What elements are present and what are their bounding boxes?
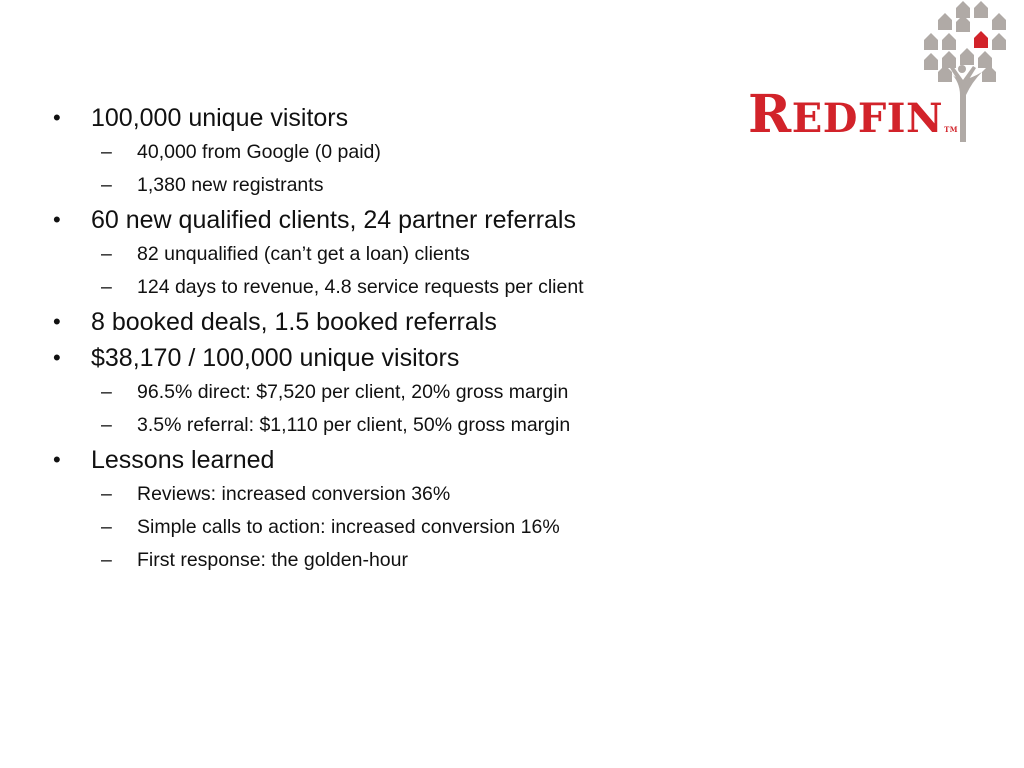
bullet-item [53,100,584,136]
sub-bullet-item [91,238,584,271]
bullet-list [53,100,584,577]
bullet-item [53,304,584,340]
bullet-marker: • [53,207,61,232]
bullet-item [53,442,584,478]
dash-marker: – [101,276,112,298]
sub-bullet-text: First response: the golden-hour [137,549,408,571]
sub-bullet-item [91,478,584,511]
wordmark-rest: EDFIN [791,95,944,142]
sub-bullet-text: 1,380 new registrants [137,174,324,196]
bullet-text: $38,170 / 100,000 unique visitors [91,344,460,372]
dash-marker: – [101,141,112,163]
dash-marker: – [101,549,112,571]
bullet-marker: • [53,105,61,130]
dash-marker: – [101,174,112,196]
bullet-text: 8 booked deals, 1.5 booked referrals [91,308,497,336]
sub-bullet-text: Reviews: increased conversion 36% [137,483,451,505]
bullet-marker: • [53,309,61,334]
bullet-marker: • [53,447,61,472]
trademark-mark: TM [944,125,959,134]
red-house-icon [974,31,988,48]
house-tree-icon [920,0,1020,150]
sub-bullet-item [91,376,584,409]
sub-bullet-item [91,271,584,304]
bullet-text: 60 new qualified clients, 24 partner referrals [91,206,576,234]
dash-marker: – [101,243,112,265]
sub-bullet-item [91,136,584,169]
sub-bullet-item [91,169,584,202]
bullet-item [53,340,584,376]
wordmark-initial: R [748,84,792,145]
sub-bullet-text: Simple calls to action: increased conversion 16% [137,516,560,538]
dash-marker: – [101,516,112,538]
dash-marker: – [101,414,112,436]
sub-bullet-item [91,409,584,442]
sub-bullet-item [91,511,584,544]
bullet-item [53,202,584,238]
bullet-marker: • [53,345,61,370]
bullet-text: 100,000 unique visitors [91,104,349,132]
sub-bullet-text: 40,000 from Google (0 paid) [137,141,381,163]
bullet-text: Lessons learned [91,446,275,474]
dash-marker: – [101,381,112,403]
redfin-logo [748,0,1024,150]
sub-bullet-item [91,544,584,577]
sub-bullet-text: 96.5% direct: $7,520 per client, 20% gross margin [137,381,569,403]
dash-marker: – [101,483,112,505]
sub-bullet-text: 82 unqualified (can’t get a loan) clients [137,243,470,265]
sub-bullet-text: 124 days to revenue, 4.8 service requests per client [137,276,584,298]
sub-bullet-text: 3.5% referral: $1,110 per client, 50% gross margin [137,414,571,436]
